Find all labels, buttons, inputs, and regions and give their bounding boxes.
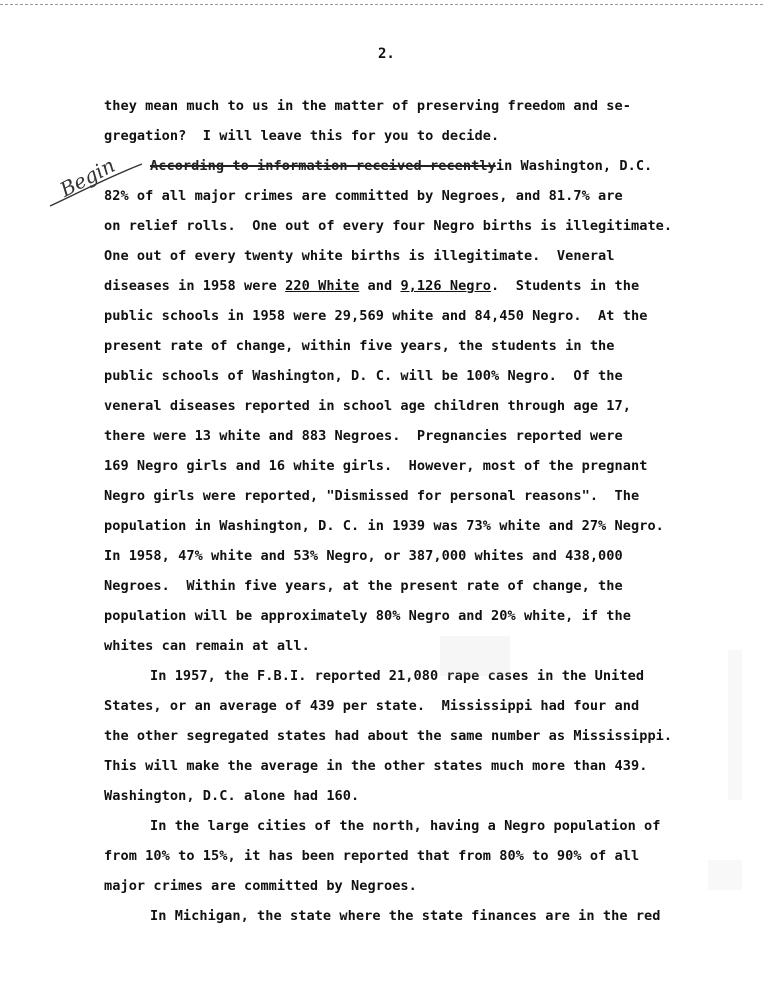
body-line-14: Negro girls were reported, "Dismissed for personal reasons". The: [104, 488, 640, 504]
underlined-negro-figure: 9,126 Negro: [400, 278, 492, 294]
scan-top-edge: [0, 4, 763, 5]
body-line-16: In 1958, 47% white and 53% Negro, or 387,000 whites and 438,000: [104, 548, 623, 564]
body-line-7-c: . Students in the: [491, 278, 640, 294]
body-line-3: [150, 157, 652, 175]
body-line-7-b: and: [359, 278, 401, 294]
body-line-1: they mean much to us in the matter of preserving freedom and se-: [104, 98, 631, 114]
body-line-12: there were 13 white and 883 Negroes. Pregnancies reported were: [104, 428, 623, 444]
underlined-white-figure: 220 White: [285, 278, 360, 294]
body-line-11: veneral diseases reported in school age children through age 17,: [104, 398, 631, 414]
body-line-17: Negroes. Within five years, at the present rate of change, the: [104, 578, 623, 594]
scan-noise-edge: [728, 650, 742, 800]
body-line-25: In the large cities of the north, having a Negro population of: [150, 818, 661, 834]
body-line-27: major crimes are committed by Negroes.: [104, 878, 417, 894]
body-line-22: the other segregated states had about the same number as Mississippi.: [104, 728, 673, 744]
body-line-19: whites can remain at all.: [104, 638, 310, 654]
body-line-10: public schools of Washington, D. C. will be 100% Negro. Of the: [104, 368, 623, 384]
body-line-20: In 1957, the F.B.I. reported 21,080 rape cases in the United: [150, 668, 645, 684]
scan-noise-corner: [708, 860, 742, 890]
body-line-4: 82% of all major crimes are committed by Negroes, and 81.7% are: [104, 188, 623, 204]
body-line-7-a: diseases in 1958 were: [104, 278, 286, 294]
body-line-28: In Michigan, the state where the state finances are in the red: [150, 908, 661, 924]
body-line-18: population will be approximately 80% Negro and 20% white, if the: [104, 608, 631, 624]
page-number: 2.: [378, 46, 395, 62]
margin-note-text: Begin: [55, 152, 119, 202]
body-line-3-rest: in Washington, D.C.: [495, 158, 653, 174]
body-line-9: present rate of change, within five years, the students in the: [104, 338, 615, 354]
body-line-8: public schools in 1958 were 29,569 white and 84,450 Negro. At the: [104, 308, 648, 324]
body-line-23: This will make the average in the other states much more than 439.: [104, 758, 648, 774]
body-line-13: 169 Negro girls and 16 white girls. However, most of the pregnant: [104, 458, 648, 474]
body-line-24: Washington, D.C. alone had 160.: [104, 788, 360, 804]
body-line-7: [104, 277, 639, 295]
struck-phrase: According to information received recently: [150, 158, 496, 174]
scan-noise-smudge: [440, 636, 510, 676]
body-line-2: gregation? I will leave this for you to decide.: [104, 128, 500, 144]
body-line-26: from 10% to 15%, it has been reported that from 80% to 90% of all: [104, 848, 640, 864]
body-line-5: on relief rolls. One out of every four Negro births is illegitimate.: [104, 218, 673, 234]
body-line-6: One out of every twenty white births is illegitimate. Veneral: [104, 248, 615, 264]
body-line-21: States, or an average of 439 per state. Mississippi had four and: [104, 698, 640, 714]
body-line-15: population in Washington, D. C. in 1939 was 73% white and 27% Negro.: [104, 518, 664, 534]
